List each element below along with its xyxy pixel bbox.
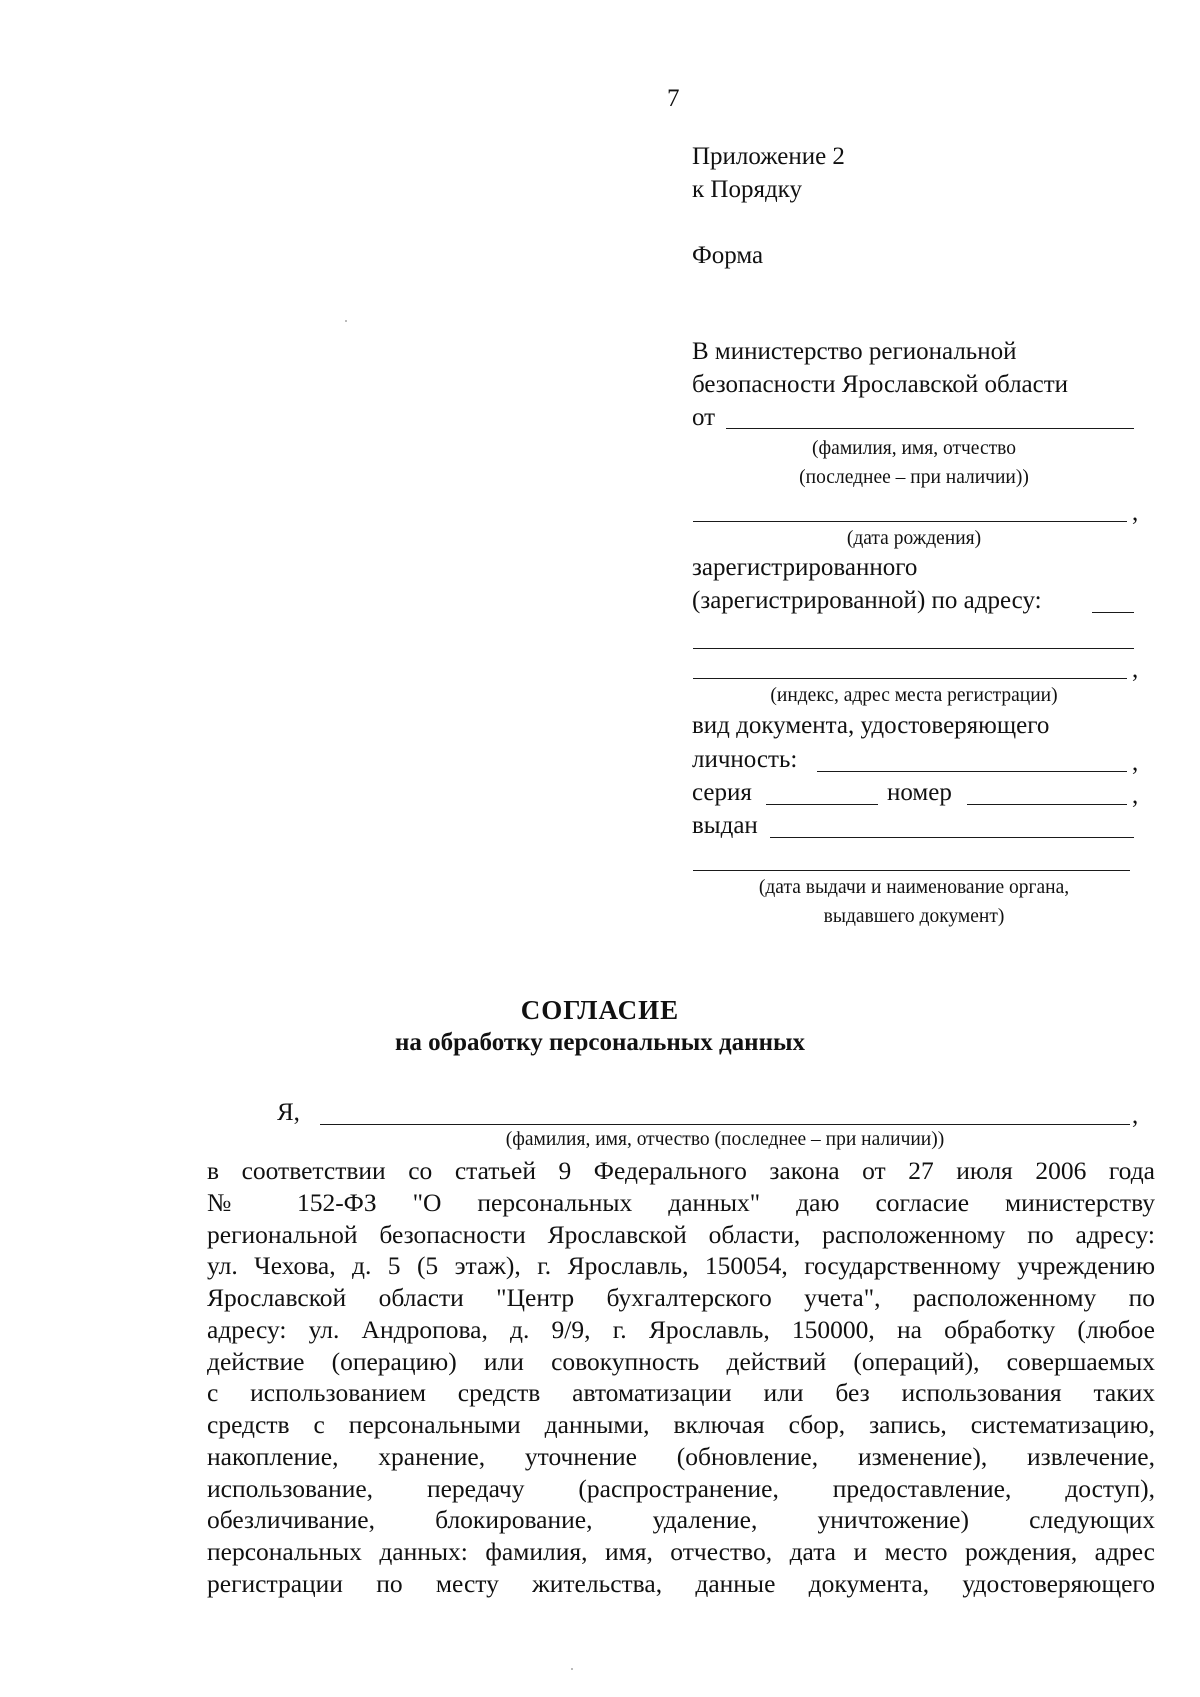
consent-body-line: действие (операцию) или совокупность действий (операций), совершаемых	[207, 1346, 1155, 1376]
dob-blank-line	[693, 521, 1127, 522]
consent-body-line: ул. Чехова, д. 5 (5 этаж), г. Ярославль, 150054, государственному учреждению	[207, 1251, 1155, 1281]
number-blank-line	[967, 804, 1127, 805]
series-blank-line	[766, 804, 878, 805]
consent-body-line: обезличивание, блокирование, удаление, уничтожение) следующих	[207, 1505, 1155, 1535]
address-hint: (индекс, адрес места регистрации)	[770, 685, 1058, 706]
fio-hint-line-1: (фамилия, имя, отчество	[812, 438, 1016, 459]
fio-hint-line-2: (последнее – при наличии))	[799, 467, 1029, 488]
consent-fio-blank-line	[320, 1124, 1130, 1125]
from-label: от	[692, 404, 716, 431]
consent-body-line: в соответствии со статьей 9 Федерального закона от 27 июля 2006 года	[207, 1156, 1155, 1185]
consent-body-line: Ярославской области "Центр бухгалтерского учета", расположенному по	[207, 1283, 1155, 1312]
scan-speck	[571, 1668, 573, 1670]
consent-body-line: накопление, хранение, уточнение (обновление, изменение), извлечение,	[207, 1441, 1155, 1471]
dob-hint: (дата рождения)	[846, 528, 982, 549]
consent-body	[207, 1155, 1155, 1600]
consent-fio-hint: (фамилия, имя, отчество (последнее – при наличии))	[505, 1129, 945, 1150]
doc-type-blank-line	[817, 771, 1127, 772]
number-comma: ,	[1132, 782, 1139, 809]
form-label: Форма	[692, 242, 764, 269]
address-blank-line-2	[693, 648, 1134, 649]
consent-body-line: регистрации по месту жительства, данные документа, удостоверяющего	[207, 1568, 1155, 1598]
registered-line-1: зарегистрированного	[692, 554, 918, 581]
consent-title: СОГЛАСИЕ	[520, 995, 680, 1025]
address-blank-line-1	[1092, 612, 1134, 613]
page-number: 7	[667, 85, 680, 112]
consent-body-line: средств с персональными данными, включая сбор, запись, систематизацию,	[207, 1410, 1155, 1439]
scan-speck	[345, 320, 347, 322]
consent-fio-comma: ,	[1132, 1102, 1139, 1129]
number-label: номер	[887, 779, 952, 806]
dob-comma: ,	[1132, 499, 1139, 526]
issue-hint-line-2: выдавшего документ)	[823, 906, 1005, 927]
doc-type-comma: ,	[1132, 749, 1139, 776]
consent-body-line: № 152-ФЗ "О персональных данных" даю согласие министерству	[207, 1187, 1155, 1217]
consent-body-line: персональных данных: фамилия, имя, отчество, дата и место рождения, адрес	[207, 1537, 1155, 1566]
address-comma: ,	[1132, 656, 1139, 683]
consent-body-line: региональной безопасности Ярославской области, расположенному по адресу:	[207, 1219, 1155, 1249]
series-label: серия	[692, 779, 752, 806]
addressee-line-2: безопасности Ярославской области	[692, 371, 1069, 398]
consent-body-line: адресу: ул. Андропова, д. 9/9, г. Ярославль, 150000, на обработку (любое	[207, 1314, 1155, 1344]
appendix-line-1: Приложение 2	[692, 143, 845, 170]
registered-line-2: (зарегистрированной) по адресу:	[692, 587, 1042, 614]
issued-blank-line-1	[770, 837, 1134, 838]
consent-body-line: использование, передачу (распространение, предоставление, доступ),	[207, 1473, 1155, 1503]
addressee-line-1: В министерство региональной	[692, 338, 1017, 365]
doc-type-line-1: вид документа, удостоверяющего	[692, 712, 1050, 739]
i-label: Я,	[277, 1099, 300, 1126]
issue-hint-line-1: (дата выдачи и наименование органа,	[758, 877, 1070, 898]
consent-body-line: с использованием средств автоматизации или без использования таких	[207, 1378, 1155, 1408]
issued-label: выдан	[692, 812, 758, 839]
address-blank-line-3	[693, 678, 1127, 679]
doc-type-line-2: личность:	[692, 746, 798, 773]
issued-blank-line-2	[693, 870, 1130, 871]
consent-subtitle: на обработку персональных данных	[395, 1029, 805, 1056]
fio-blank-line	[726, 428, 1134, 429]
appendix-line-2: к Порядку	[692, 176, 802, 203]
